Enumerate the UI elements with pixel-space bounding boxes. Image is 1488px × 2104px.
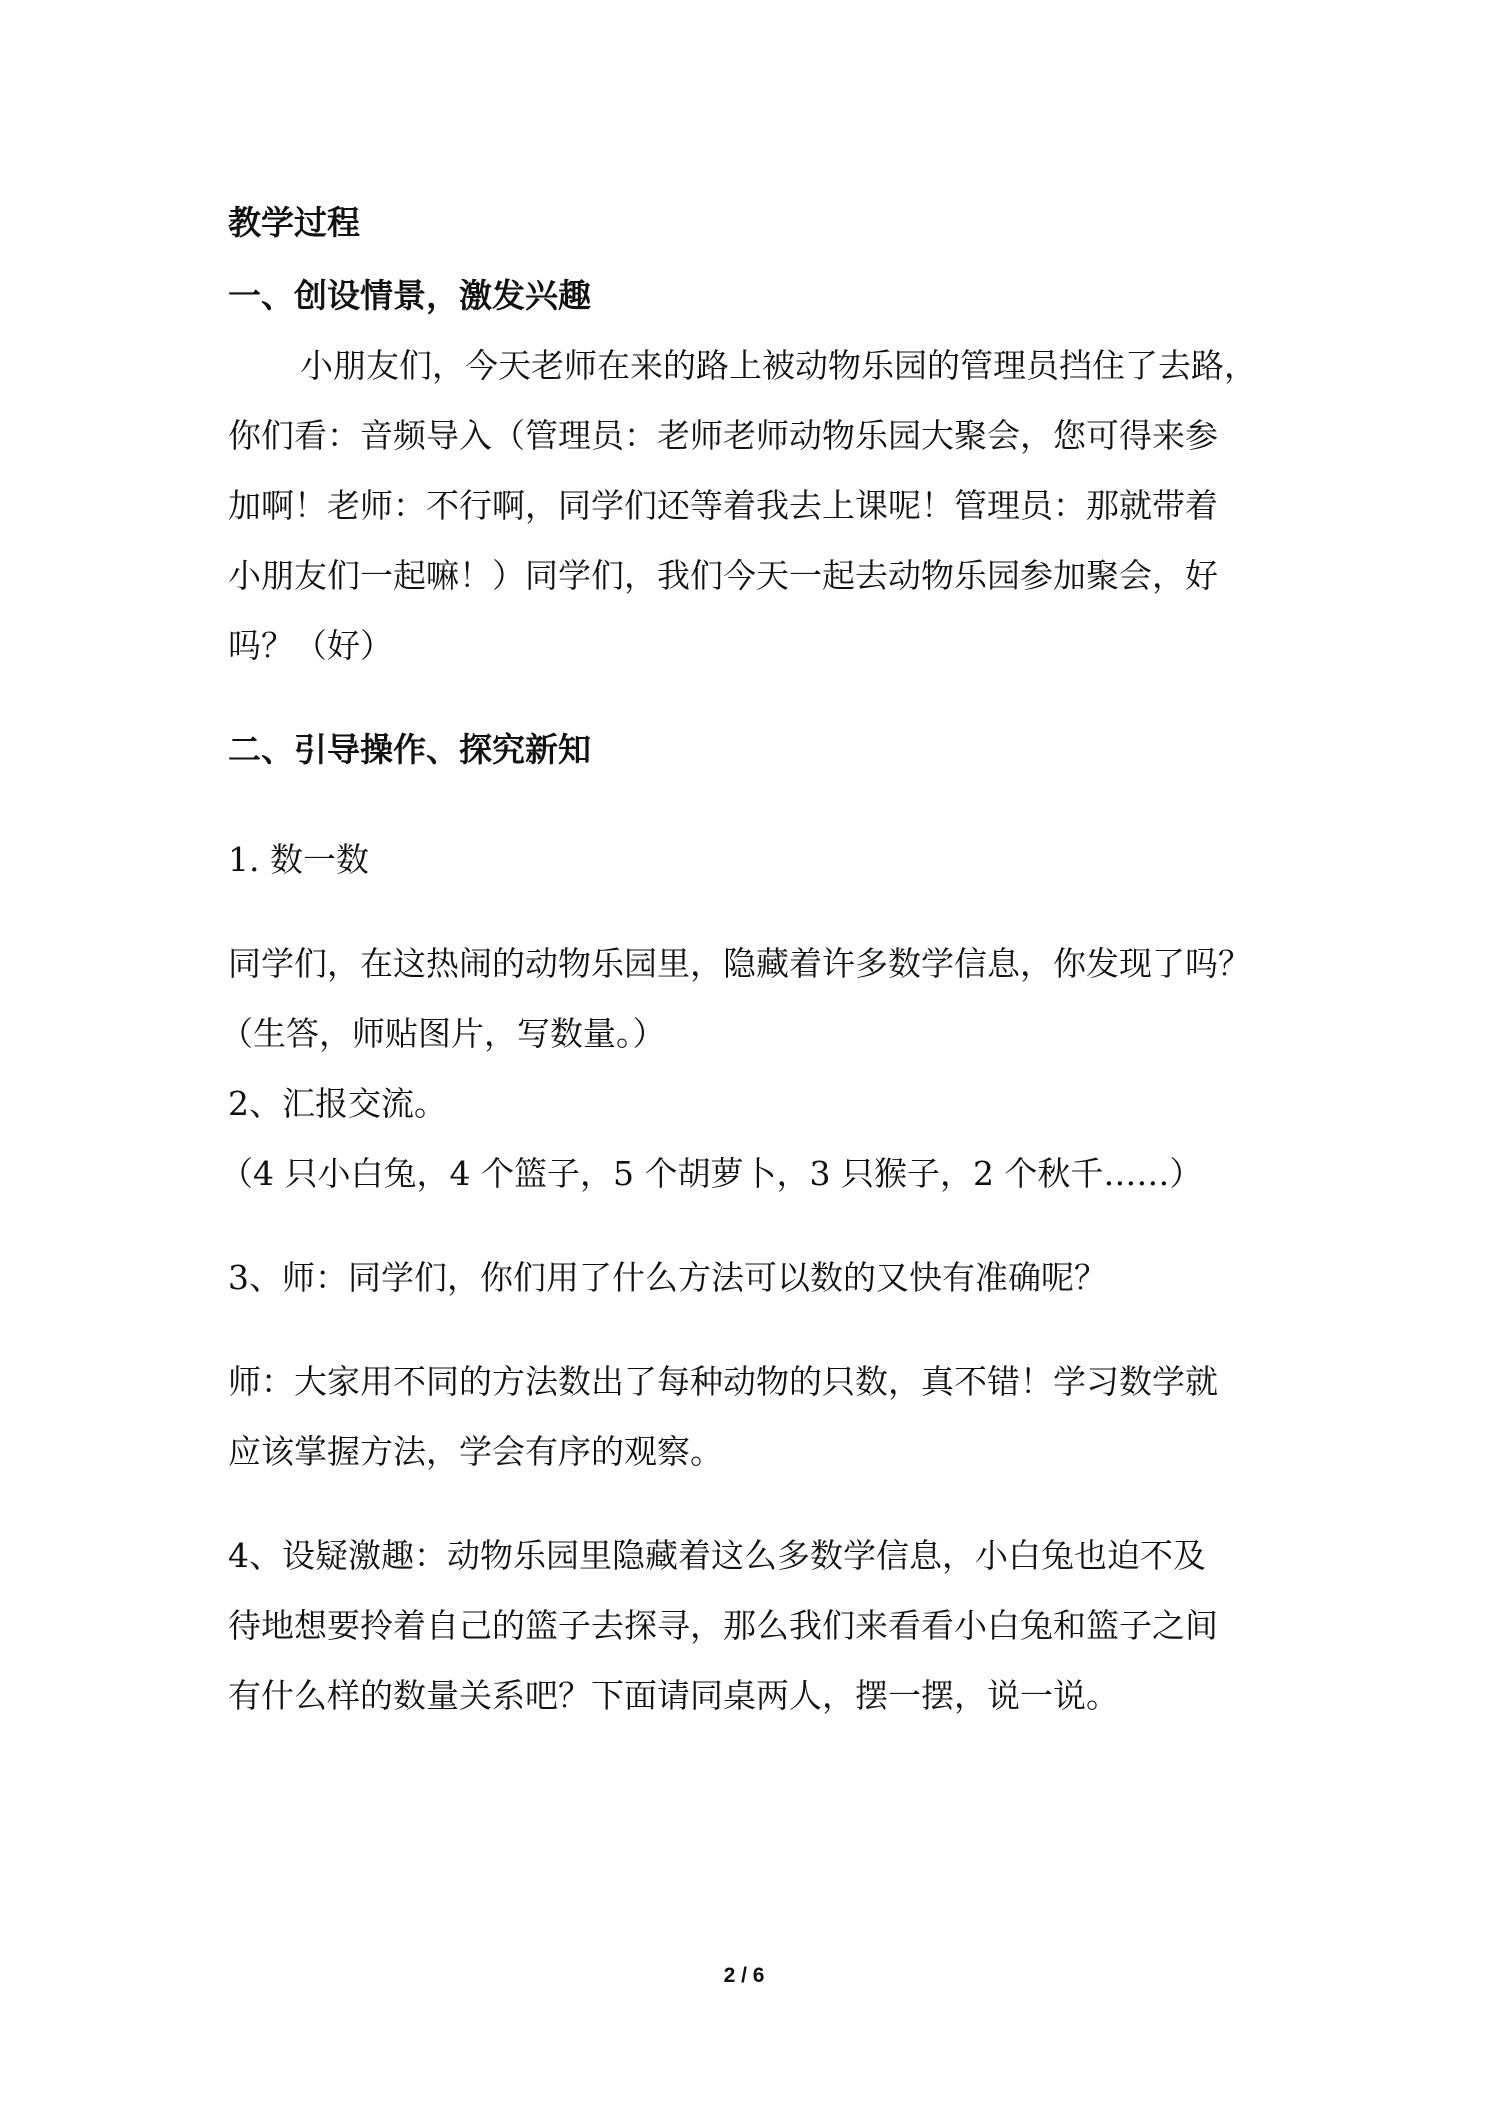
item2-title: 2、汇报交流。 bbox=[228, 1084, 447, 1123]
section1-line-4: 小朋友们一起嘛！）同学们，我们今天一起去动物乐园参加聚会，好 bbox=[228, 556, 1218, 595]
document-title: 教学过程 bbox=[228, 203, 360, 242]
section2-heading: 二、引导操作、探究新知 bbox=[228, 730, 591, 769]
item4-line-1: 4、设疑激趣：动物乐园里隐藏着这么多数学信息，小白兔也迫不及 bbox=[228, 1536, 1206, 1575]
section1-heading: 一、创设情景，激发兴趣 bbox=[228, 276, 591, 315]
page-number: 2 / 6 bbox=[723, 1964, 765, 1987]
item4-line-2: 待地想要拎着自己的篮子去探寻，那么我们来看看小白兔和篮子之间 bbox=[228, 1606, 1218, 1645]
item1-title: 1. 数一数 bbox=[228, 840, 369, 879]
teacher-line-1: 师：大家用不同的方法数出了每种动物的只数，真不错！学习数学就 bbox=[228, 1362, 1218, 1401]
section1-line-3: 加啊！老师：不行啊，同学们还等着我去上课呢！管理员：那就带着 bbox=[228, 486, 1218, 525]
section1-line-1: 小朋友们，今天老师在来的路上被动物乐园的管理员挡住了去路， bbox=[300, 346, 1257, 385]
item3-line: 3、师：同学们，你们用了什么方法可以数的又快有准确呢？ bbox=[228, 1258, 1107, 1297]
section1-line-2: 你们看：音频导入（管理员：老师老师动物乐园大聚会，您可得来参 bbox=[228, 416, 1218, 455]
item4-line-3: 有什么样的数量关系吧？下面请同桌两人，摆一摆，说一说。 bbox=[228, 1676, 1119, 1715]
item2-detail: （4 只小白兔，4 个篮子，5 个胡萝卜，3 只猴子，2 个秋千……） bbox=[220, 1154, 1203, 1193]
item1-line-2: （生答，师贴图片，写数量。） bbox=[220, 1014, 666, 1053]
teacher-line-2: 应该掌握方法，学会有序的观察。 bbox=[228, 1432, 723, 1471]
item1-line-1: 同学们，在这热闹的动物乐园里，隐藏着许多数学信息，你发现了吗？ bbox=[228, 944, 1251, 983]
section1-line-5: 吗？（好） bbox=[228, 626, 393, 665]
